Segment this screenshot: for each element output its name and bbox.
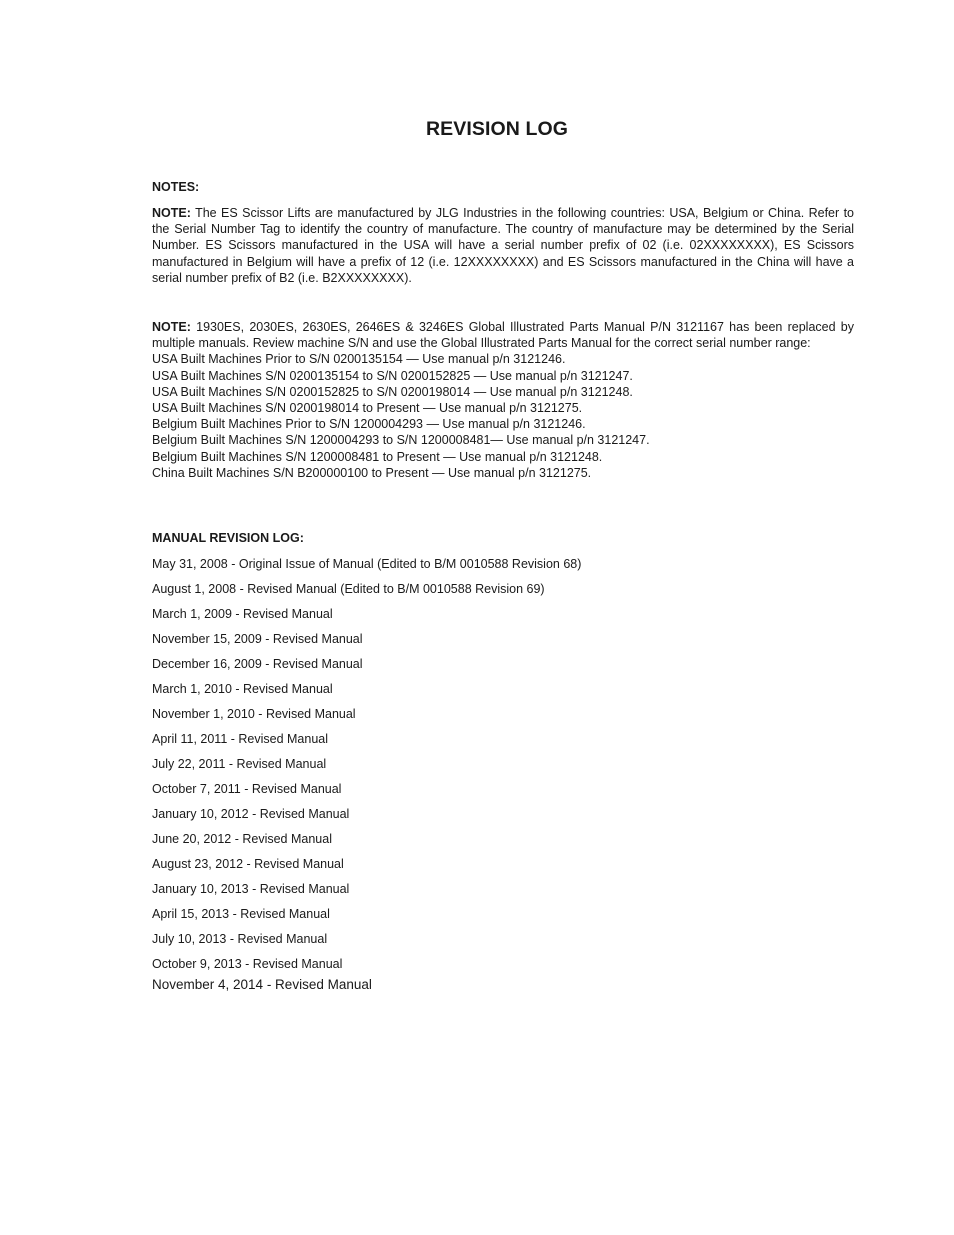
notes-heading: NOTES:: [152, 180, 200, 194]
revision-entry: August 1, 2008 - Revised Manual (Edited to B/M 0010588 Revision 69): [152, 582, 545, 596]
revision-entry: May 31, 2008 - Original Issue of Manual (Edited to B/M 0010588 Revision 68): [152, 557, 582, 571]
note-country-of-manufacture: [152, 205, 854, 286]
revision-entry: August 23, 2012 - Revised Manual: [152, 857, 344, 871]
revision-entry: November 15, 2009 - Revised Manual: [152, 632, 363, 646]
serial-range-line: USA Built Machines S/N 0200152825 to S/N 0200198014 — Use manual p/n 3121248.: [152, 384, 633, 399]
revision-entry: January 10, 2012 - Revised Manual: [152, 807, 350, 821]
revision-entry: January 10, 2013 - Revised Manual: [152, 882, 350, 896]
revision-entry: June 20, 2012 - Revised Manual: [152, 832, 332, 846]
note-label: NOTE:: [152, 320, 191, 334]
manual-revision-log-heading: MANUAL REVISION LOG:: [152, 531, 304, 545]
serial-range-line: USA Built Machines Prior to S/N 0200135154 — Use manual p/n 3121246.: [152, 352, 566, 367]
serial-range-line: Belgium Built Machines S/N 1200004293 to S/N 1200008481— Use manual p/n 3121247.: [152, 433, 650, 448]
revision-entry: July 10, 2013 - Revised Manual: [152, 932, 328, 946]
revision-list: [152, 556, 581, 1002]
revision-entry: October 7, 2011 - Revised Manual: [152, 782, 342, 796]
revision-entry: April 11, 2011 - Revised Manual: [152, 732, 329, 746]
serial-range-line: Belgium Built Machines S/N 1200008481 to Present — Use manual p/n 3121248.: [152, 449, 603, 464]
revision-entry: October 9, 2013 - Revised Manual: [152, 957, 343, 971]
revision-entry: July 22, 2011 - Revised Manual: [152, 757, 327, 771]
revision-entry: December 16, 2009 - Revised Manual: [152, 657, 363, 671]
note-text: 1930ES, 2030ES, 2630ES, 2646ES & 3246ES Global Illustrated Parts Manual P/N 3121167 has been replaced by multiple manuals. Review machine S/N and use the Global Illustrated Parts Manual for the correct serial number range:: [152, 320, 854, 351]
serial-range-line: USA Built Machines S/N 0200135154 to S/N 0200152825 — Use manual p/n 3121247.: [152, 368, 633, 383]
revision-entry: November 4, 2014 - Revised Manual: [152, 977, 372, 992]
serial-range-line: China Built Machines S/N B200000100 to Present — Use manual p/n 3121275.: [152, 465, 592, 480]
serial-range-line: USA Built Machines S/N 0200198014 to Present — Use manual p/n 3121275.: [152, 401, 583, 416]
revision-entry: March 1, 2010 - Revised Manual: [152, 682, 333, 696]
note-parts-manual: [152, 319, 854, 481]
revision-entry: April 15, 2013 - Revised Manual: [152, 907, 330, 921]
note-text: The ES Scissor Lifts are manufactured by JLG Industries in the following countries: USA, Belgium or China. Refer to the Serial Number Tag to identify the country of manufacture. The country of manufacture may be determined by the Serial Number. ES Scissors manufactured in the USA will have a serial number prefix of 02 (i.e. 02XXXXXXXX), ES Scissors manufactured in Belgium will have a prefix of 12 (i.e. 12XXXXXXXX) and ES Scissors manufactured in the China will have a serial number prefix of B2 (i.e. B2XXXXXXXX).: [152, 206, 855, 285]
revision-entry: March 1, 2009 - Revised Manual: [152, 607, 333, 621]
page-title: REVISION LOG: [425, 118, 569, 140]
note-label: NOTE:: [152, 206, 191, 220]
revision-entry: November 1, 2010 - Revised Manual: [152, 707, 356, 721]
serial-range-line: Belgium Built Machines Prior to S/N 1200004293 — Use manual p/n 3121246.: [152, 417, 586, 432]
